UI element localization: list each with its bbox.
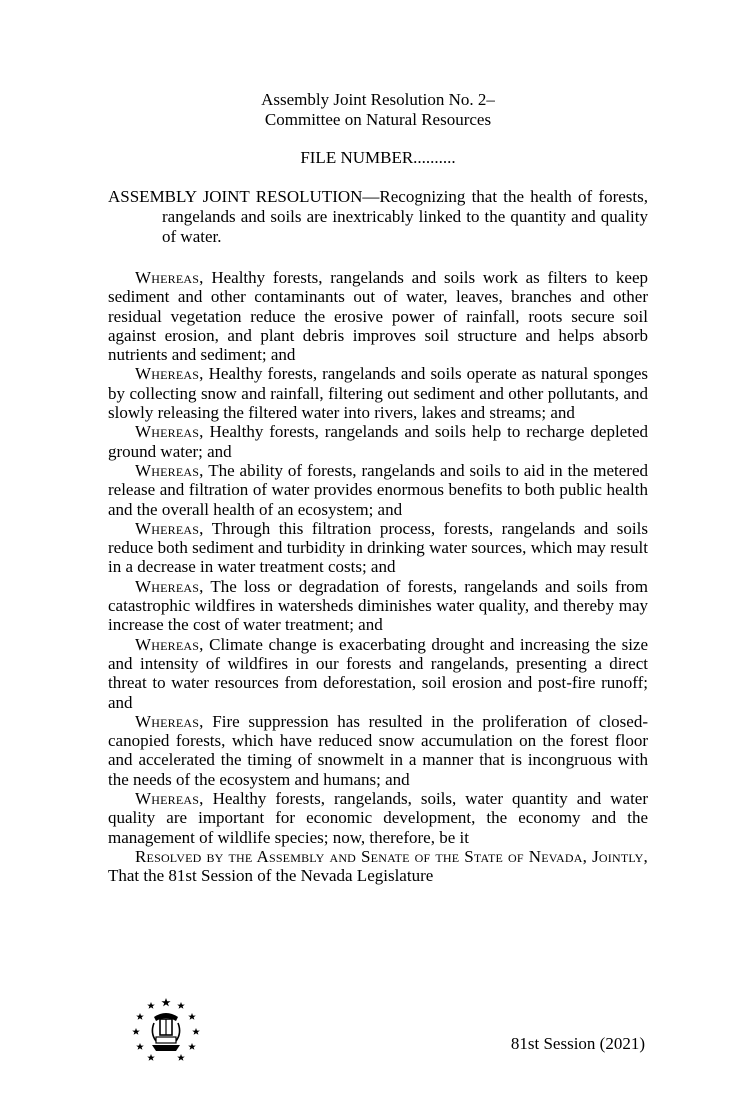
paragraph-text: Healthy forests, rangelands and soils operate as natural sponges by collecting snow and rainfall, filtering out sediment and other pollutants, and slowly releasing the filtered water into rivers, lakes and streams; and xyxy=(108,364,649,423)
paragraph-text: Climate change is exacerbating drought and increasing the size and intensity of wildfires in our forests and rangelands, presenting a direct threat to water resources from deforestation, soil erosion and post-fire runoff; and xyxy=(108,634,649,712)
whereas-label: Whereas, xyxy=(135,422,204,442)
resolution-body xyxy=(108,268,648,886)
whereas-paragraph xyxy=(108,712,648,789)
resolved-text: That the 81st Session of the Nevada Legislature xyxy=(108,866,434,886)
whereas-paragraph xyxy=(108,461,648,519)
paragraph-text: The ability of forests, rangelands and soils to aid in the metered release and filtration of water provides enormous benefits to both public health and the overall health of an ecosystem; and xyxy=(108,460,649,519)
whereas-label: Whereas, xyxy=(135,268,204,287)
committee-name: Committee on Natural Resources xyxy=(264,110,492,129)
whereas-paragraph xyxy=(108,635,648,712)
resolution-title: ASSEMBLY JOINT RESOLUTION—Recognizing that the health of forests, rangelands and soils are inextricably linked to the quantity and quality of water. xyxy=(108,187,648,246)
paragraph-text: Healthy forests, rangelands, soils, water quantity and water quality are important for economic development, the economy and the management of wildlife species; now, therefore, be it xyxy=(108,789,649,847)
resolution-heading xyxy=(108,90,648,130)
whereas-paragraph xyxy=(108,789,648,847)
nevada-seal-icon xyxy=(132,997,200,1065)
whereas-label: Whereas, xyxy=(135,789,204,809)
document-page xyxy=(108,90,648,886)
whereas-paragraph xyxy=(108,268,648,364)
whereas-paragraph xyxy=(108,422,648,461)
paragraph-text: Healthy forests, rangelands and soils work as filters to keep sediment and other contaminants out of water, leaves, branches and other residual vegetation reduce the erosive power of rainfall, roots secure soil against erosion, and plant debris improves soil structure and helps absorb nutrients and sediment; and xyxy=(108,268,649,365)
paragraph-text: Healthy forests, rangelands and soils help to recharge depleted ground water; and xyxy=(108,422,648,461)
paragraph-text: The loss or degradation of forests, rangelands and soils from catastrophic wildfires in watersheds diminishes water quality, and thereby may increase the cost of water treatment; and xyxy=(108,576,648,635)
whereas-label: Whereas, xyxy=(135,634,204,654)
file-number: FILE NUMBER.......... xyxy=(300,148,456,167)
whereas-label: Whereas, xyxy=(135,460,204,480)
paragraph-text: Through this filtration process, forests, rangelands and soils reduce both sediment and turbidity in drinking water sources, which may result in a decrease in water treatment costs; and xyxy=(108,518,648,577)
resolved-paragraph xyxy=(108,847,648,886)
resolution-number: Assembly Joint Resolution No. 2– xyxy=(261,90,495,109)
paragraph-text: Fire suppression has resulted in the proliferation of closed-canopied forests, which have reduced snow accumulation on the forest floor and accelerated the timing of snowmelt in a manner that is incongruous with the needs of the ecosystem and humans; and xyxy=(108,711,649,789)
whereas-label: Whereas, xyxy=(135,576,204,596)
resolved-label: Resolved by the Assembly and Senate of the State of Nevada, Jointly, xyxy=(135,846,648,866)
whereas-label: Whereas, xyxy=(135,711,204,731)
whereas-paragraph xyxy=(108,519,648,577)
session-label: 81st Session (2021) xyxy=(510,1034,645,1053)
whereas-label: Whereas, xyxy=(135,518,204,538)
whereas-paragraph xyxy=(108,577,648,635)
whereas-paragraph xyxy=(108,364,648,422)
whereas-label: Whereas, xyxy=(135,364,204,384)
